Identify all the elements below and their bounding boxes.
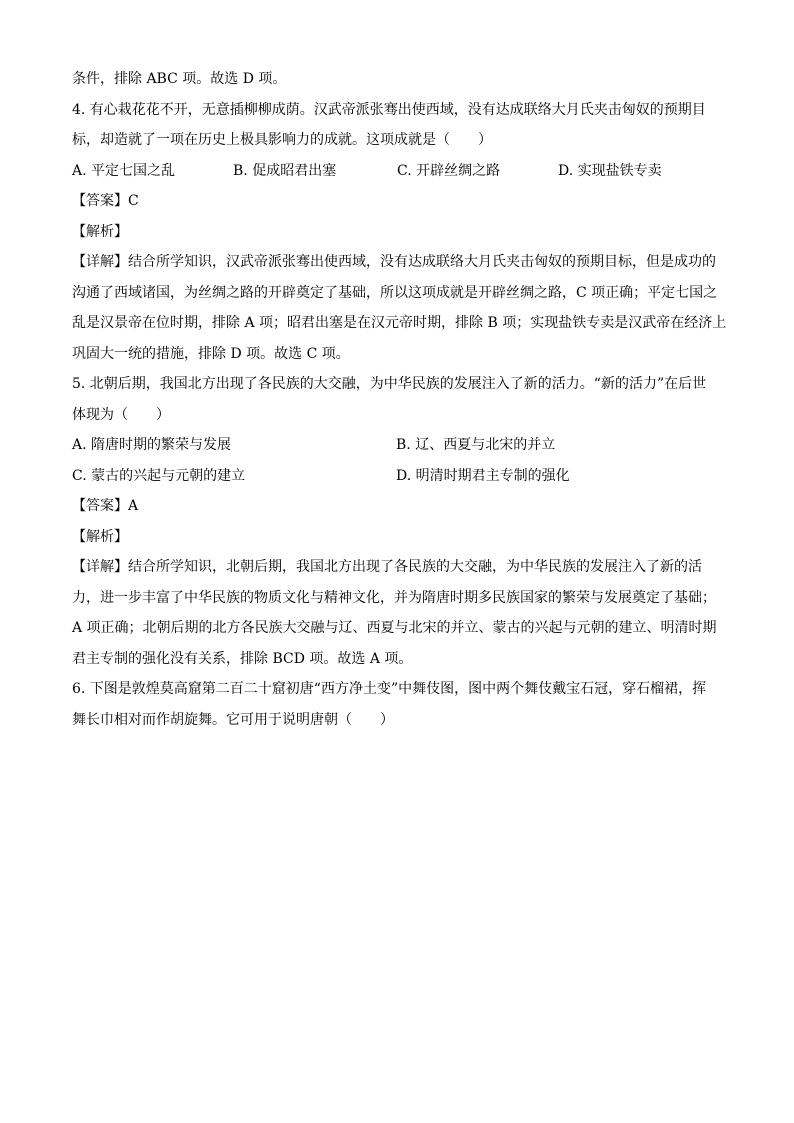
q5-stem-line-2: 体现为（ ） [72,406,170,423]
q5-option-b: B. 辽、西夏与北宋的并立 [396,437,556,453]
q4-analysis-label: 【解析】 [72,223,128,240]
q5-option-c: C. 蒙古的兴起与元朝的建立 [72,467,246,484]
q4-option-c: C. 开辟丝绸之路 [397,162,501,179]
q4-detail-line-4: 巩固大一统的措施，排除 D 项。故选 C 项。 [72,345,350,362]
q5-options-row-1 [72,430,722,461]
q4-stem-line-1: 4. 有心栽花花不开，无意插柳柳成荫。汉武帝派张骞出使西域，没有达成联络大月氏夹击匈奴的预期目 [72,101,706,118]
document-page [72,64,727,735]
q6-stem-line-1: 6. 下图是敦煌莫高窟第二百二十窟初唐“西方净土变”中舞伎图，图中两个舞伎戴宝石冠，穿石榴裙，挥 [72,681,707,697]
prev-answer-tail: 条件，排除 ABC 项。故选 D 项。 [72,71,287,87]
q4-stem-line-2: 标，却造就了一项在历史上极具影响力的成就。这项成就是（ ） [72,132,492,148]
q5-stem-line-1: 5. 北朝后期，我国北方出现了各民族的大交融，为中华民族的发展注入了新的活力。“新的活力”在后世 [72,376,707,392]
question-6 [72,674,722,735]
q5-detail-line-1: 【详解】结合所学知识，北朝后期，我国北方出现了各民族的大交融，为中华民族的发展注入了新的活 [72,559,702,575]
q5-analysis-label: 【解析】 [72,528,128,545]
q4-options [72,156,722,187]
q4-option-b: B. 促成昭君出塞 [233,162,337,179]
question-4 [72,95,727,370]
q4-detail-line-2: 沟通了西域诸国，为丝绸之路的开辟奠定了基础，所以这项成就是开辟丝绸之路，C 项正确；平定七国之 [72,284,718,301]
q4-detail-line-1: 【详解】结合所学知识，汉武帝派张骞出使西域，没有达成联络大月氏夹击匈奴的预期目标，但是成功的 [72,254,716,270]
q4-detail-line-3: 乱是汉景帝在位时期，排除 A 项；昭君出塞是在汉元帝时期，排除 B 项；实现盐铁专卖是汉武帝在经济上 [72,315,727,331]
q4-answer: 【答案】C [72,193,139,209]
q4-option-d: D. 实现盐铁专卖 [558,162,662,179]
q5-options-row-2 [72,461,722,492]
q5-option-d: D. 明清时期君主专制的强化 [396,467,570,484]
q5-detail-line-2: 力，进一步丰富了中华民族的物质文化与精神文化，并为隋唐时期多民族国家的繁荣与发展奠定了基础； [72,589,716,606]
q5-answer: 【答案】A [72,498,139,514]
question-5 [72,369,722,674]
q5-option-a: A. 隋唐时期的繁荣与发展 [72,437,232,453]
q4-option-a: A. 平定七国之乱 [72,162,176,179]
q5-detail-line-3: A 项正确；北朝后期的北方各民族大交融与辽、西夏与北宋的并立、蒙古的兴起与元朝的建立、明清时期 [72,620,717,636]
q5-detail-line-4: 君主专制的强化没有关系，排除 BCD 项。故选 A 项。 [72,650,413,667]
q6-stem-line-2: 舞长巾相对而作胡旋舞。它可用于说明唐朝（ ） [72,711,394,728]
